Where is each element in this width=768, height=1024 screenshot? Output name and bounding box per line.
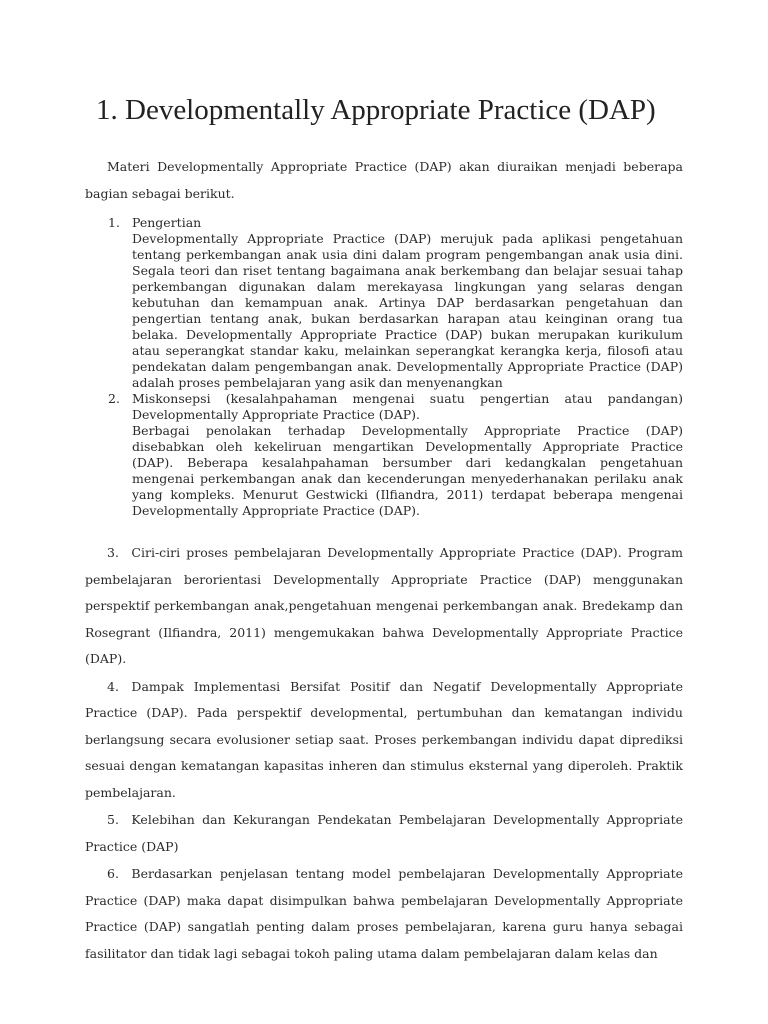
intro-paragraph <box>85 153 683 207</box>
list-item: 5. Kelebihan dan Kekurangan Pendekatan Pembelajaran Developmentally Appropriate Practice (DAP) <box>85 812 683 854</box>
numbered-list-loose <box>85 540 683 967</box>
document-heading: 1. Developmentally Appropriate Practice (DAP) <box>96 94 656 126</box>
list-item: 4. Dampak Implementasi Bersifat Positif dan Negatif Developmentally Appropriate Practice (DAP). Pada perspektif developmental, pertumbuhan dan kematangan individu berlangsung secara evolusioner setiap saat. Proses perkembangan individu dapat diprediksi sesuai dengan kematangan kapasitas inheren dan stimulus eksternal yang diperoleh. Praktik pembelajaran. <box>85 678 683 800</box>
list-item: 3. Ciri-ciri proses pembelajaran Developmentally Appropriate Practice (DAP). Program pembelajaran berorientasi Developmentally Appropriate Practice (DAP) menggunakan perspektif perkembangan anak,pengetahuan mengenai perkembangan anak. Bredekamp dan Rosegrant (Ilfiandra, 2011) mengemukakan bahwa Developmentally Appropriate Practice (DAP). <box>85 545 683 666</box>
list-item <box>108 391 683 519</box>
intro-text: Materi Developmentally Appropriate Practice (DAP) akan diuraikan menjadi beberapa bagian sebagai berikut. <box>85 159 683 201</box>
list-item <box>108 215 683 391</box>
list-item-number: 2. <box>108 391 120 406</box>
list-item: 6. Berdasarkan penjelasan tentang model pembelajaran Developmentally Appropriate Practice (DAP) maka dapat disimpulkan bahwa pembelajaran Developmentally Appropriate Practice (DAP) sangatlah penting dalam proses pembelajaran, karena guru hanya sebagai fasilitator dan tidak lagi sebagai tokoh paling utama dalam pembelajaran dalam kelas dan <box>85 866 683 961</box>
list-item-title: Pengertian <box>132 215 202 230</box>
list-item-number: 1. <box>108 215 120 230</box>
list-item-body: Developmentally Appropriate Practice (DAP) merujuk pada aplikasi pengetahuan tentang perkembangan anak usia dini dalam program pengembangan anak usia dini. Segala teori dan riset tentang bagaimana anak berkembang dan belajar sesuai tahap perkembangan digunakan dalam merekayasa lingkungan yang selaras dengan kebutuhan dan kemampuan anak. Artinya DAP berdasarkan pengetahuan dan pengertian tentang anak, bukan berdasarkan harapan atau keinginan orang tua belaka. Developmentally Appropriate Practice (DAP) bukan merupakan kurikulum atau seperangkat standar kaku, melainkan seperangkat kerangka kerja, filosofi atau pendekatan dalam pengembangan anak. Developmentally Appropriate Practice (DAP) adalah proses pembelajaran yang asik dan menyenangkan <box>132 231 683 390</box>
list-item-body: Berbagai penolakan terhadap Developmentally Appropriate Practice (DAP) disebabkan oleh kekeliruan mengartikan Developmentally Appropriate Practice (DAP). Beberapa kesalahpahaman bersumber dari kedangkalan pengetahuan mengenai perkembangan anak dan kecenderungan menyederhanakan perilaku anak yang kompleks. Menurut Gestwicki (Ilfiandra, 2011) terdapat beberapa mengenai Developmentally Appropriate Practice (DAP). <box>132 423 683 518</box>
list-item-title: Miskonsepsi (kesalahpahaman mengenai suatu pengertian atau pandangan) Developmentally Appropriate Practice (DAP). <box>132 391 683 422</box>
numbered-list-tight <box>108 215 683 519</box>
